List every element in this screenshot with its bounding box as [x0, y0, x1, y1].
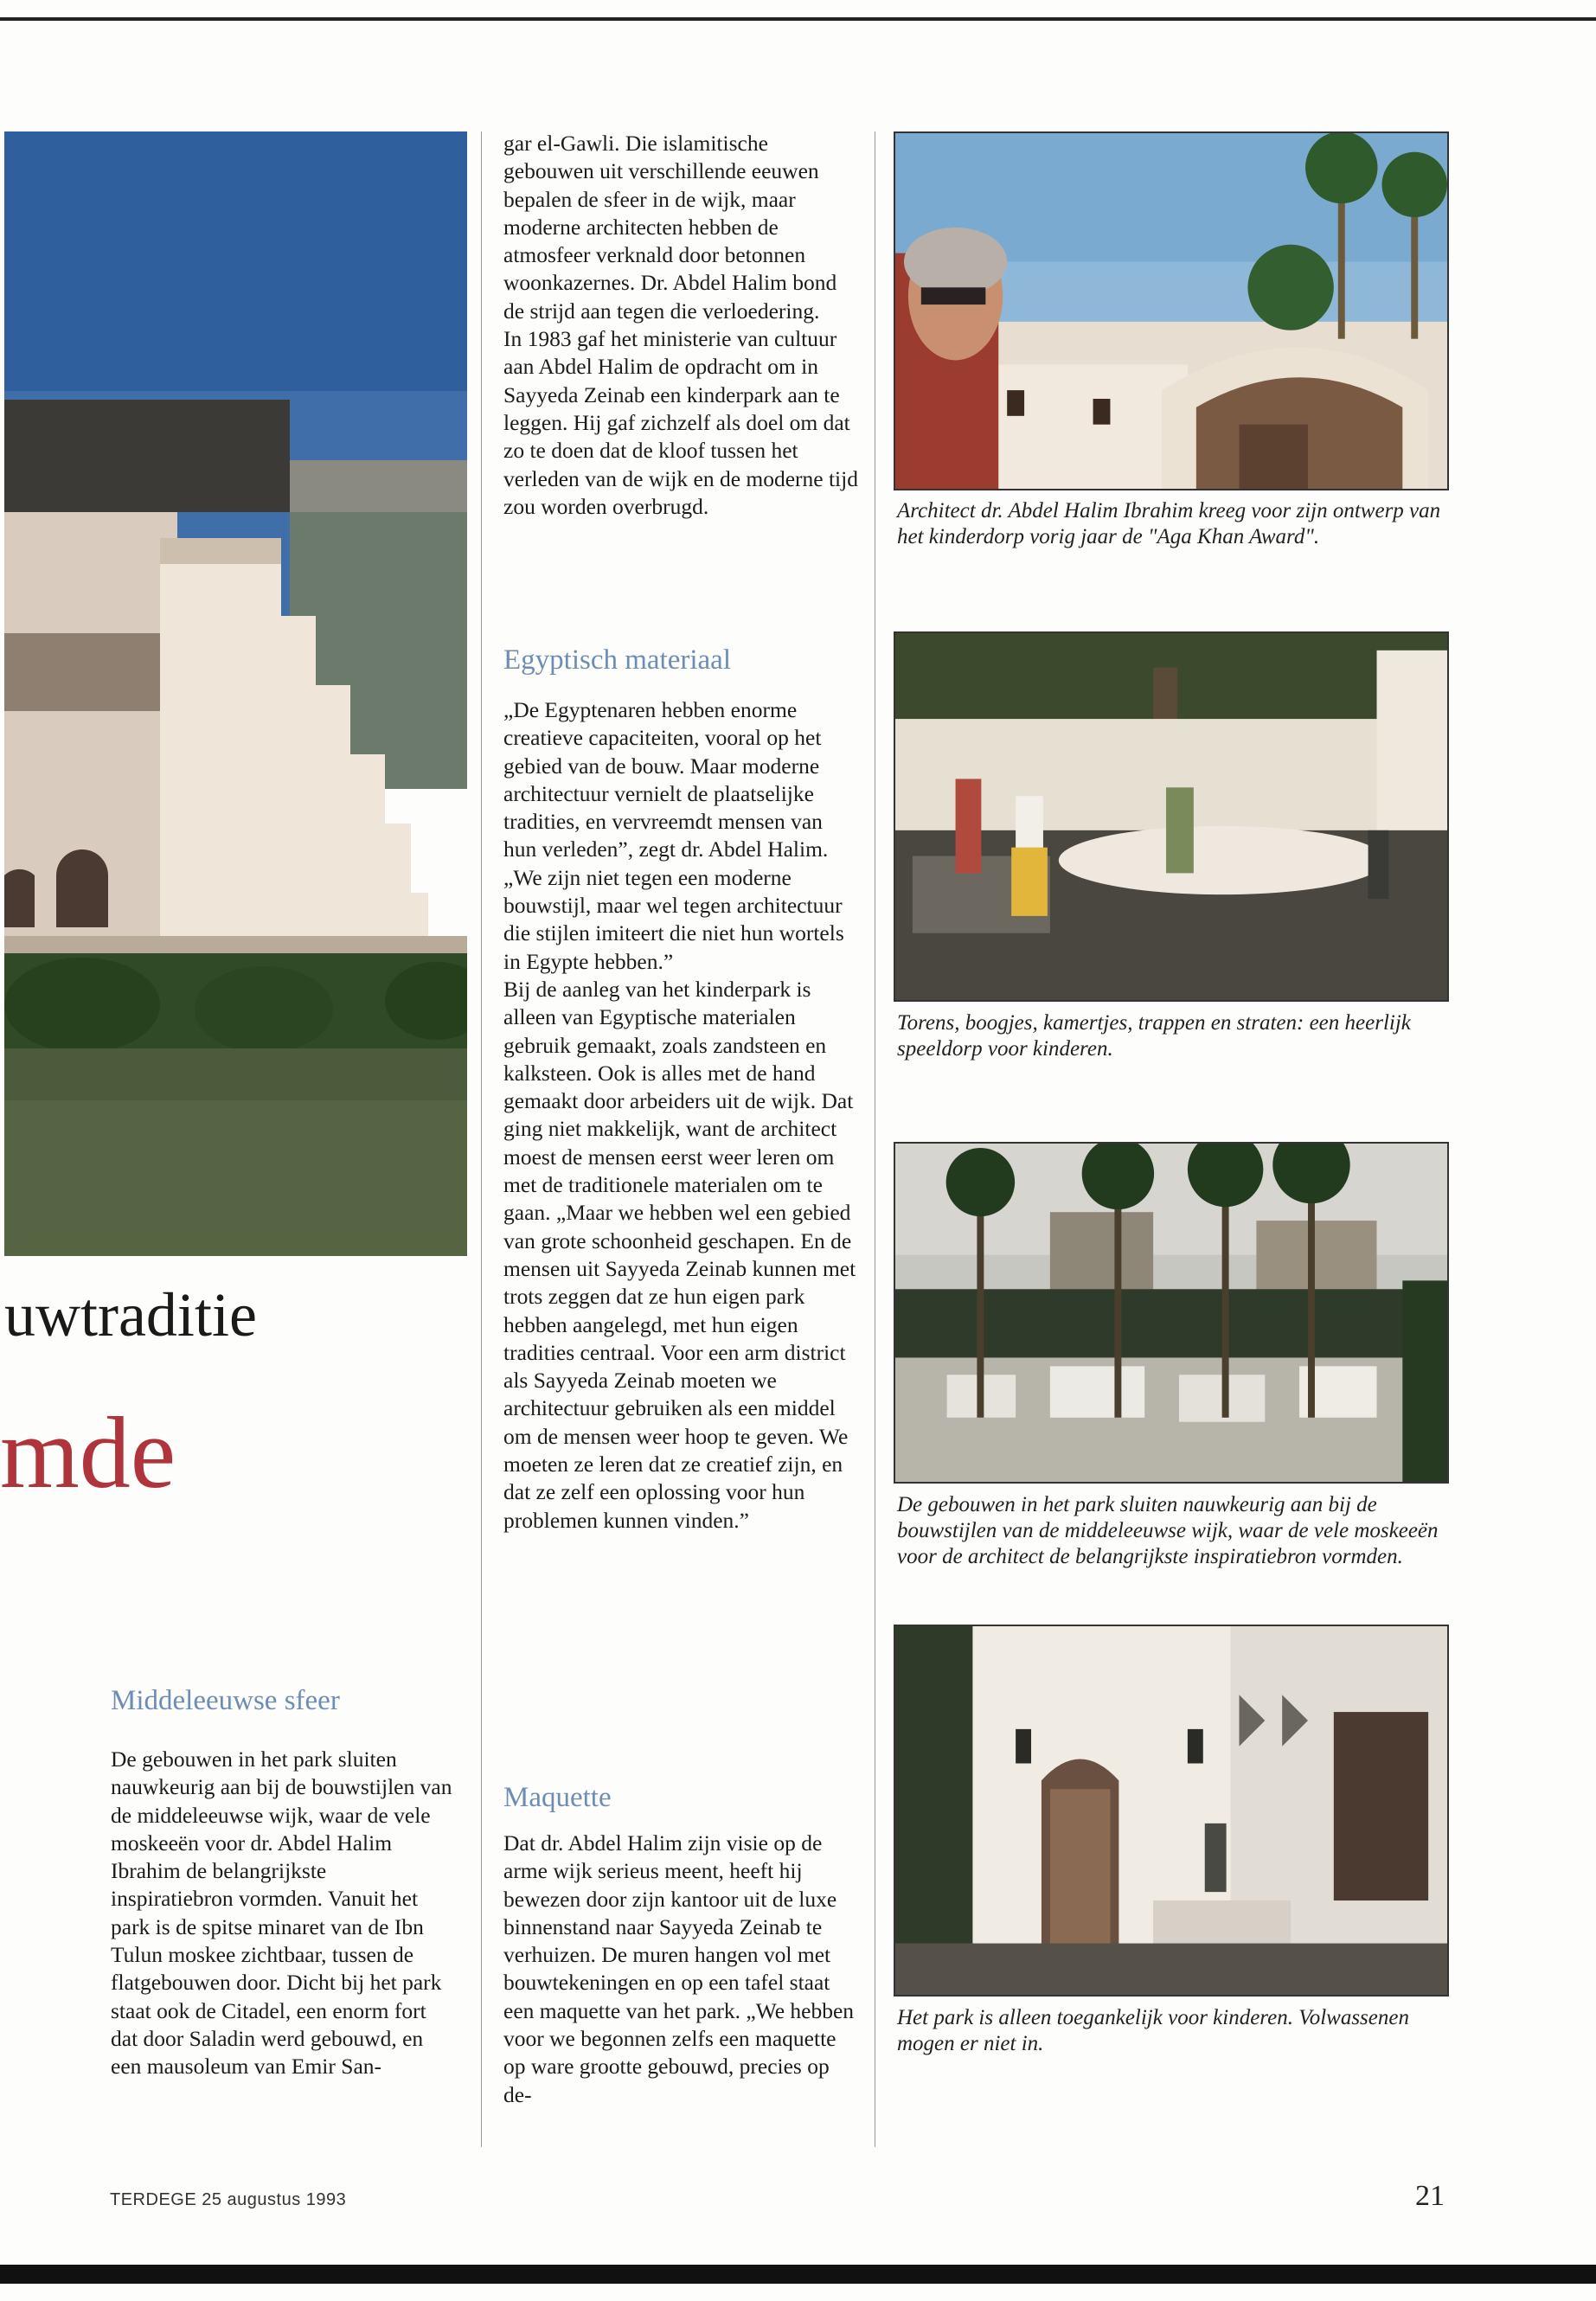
paragraph: „De Egyptenaren hebben enorme creatieve capaciteiten, vooral op het gebied van de bouw. Maar moderne architectuur vernielt de plaatselijke tradities, en vervreemdt mensen van hun verleden”, zegt dr. Abdel Halim. „We zijn niet tegen een moderne bouwstijl, maar wel tegen architectuur die stijlen imiteert die niet hun wortels in Egypte hebben.”: [503, 697, 844, 974]
section-heading-middeleeuwse: Middeleeuwse sfeer: [111, 1685, 340, 1716]
paragraph: In 1983 gaf het ministerie van cultuur aan Abdel Halim de opdracht om in Sayyeda Zeinab een kinderpark aan te leggen. Hij gaf zichzelf als doel om dat zo te doen dat de kloof tussen het verleden van de wijk en de moderne tijd zou worden overbrugd.: [503, 326, 858, 519]
paragraph: gar el-Gawli. Die islamitische gebouwen uit verschillende eeuwen bepalen de sfeer in de wijk, maar moderne architecten hebben de atmosfeer verknald door betonnen woonkazernes. Dr. Abdel Halim bond de strijd aan tegen die verloedering.: [503, 131, 837, 324]
caption-photo-3: De gebouwen in het park sluiten nauwkeurig aan bij de bouwstijlen van de middeleeuwse wijk, waar de vele moskeeën voor de architect de belangrijkste inspiratiebron vormden.: [897, 1493, 1439, 1568]
page-number: 21: [1415, 2180, 1445, 2212]
section-heading-maquette: Maquette: [503, 1782, 612, 1813]
headline-line-2: mde: [0, 1396, 176, 1509]
playground-photo: [894, 631, 1449, 1002]
park-overview-photo: [894, 1142, 1449, 1484]
paragraph: Bij de aanleg van het kinderpark is alleen van Egyptische materialen gebruik gemaakt, zoals zandsteen en kalksteen. Ook is alles met de hand gemaakt door arbeiders uit de wijk. Dat ging niet makkelijk, want de architect moest de mensen eerst weer leren om met de traditionele materialen om te gaan. „Maar we hebben wel een gebied van grote schoonheid geschapen. En de mensen uit Sayyeda Zeinab kunnen met trots zeggen dat ze hun eigen park hebben aangelegd, met hun eigen tradities centraal. Voor een arm district als Sayyeda Zeinab moeten we architectuur gebruiken als een middel om de mensen weer hoop te geven. We moeten ze leren dat ze creatief zijn, en dat ze zelf een oplossing voor hun problemen kunnen vinden.”: [503, 976, 856, 1533]
bottom-rule: [0, 2265, 1596, 2284]
headline-line-1: uwtraditie: [4, 1280, 257, 1349]
paragraph: Dat dr. Abdel Halim zijn visie op de arme wijk serieus meent, heeft hij bewezen door zijn kantoor uit de luxe binnenstand naar Sayyeda Zeinab te verhuizen. De muren hangen vol met bouwtekeningen en op een tafel staat een maquette van het park. „We hebben voor we begonnen zelfs een maquette op ware grootte gebouwd, precies op de-: [503, 1830, 855, 2107]
middle-column-section2: [503, 1830, 858, 2109]
paragraph: De gebouwen in het park sluiten nauwkeurig aan bij de bouwstijlen van de middeleeuwse wijk, waar de vele moskeeën voor dr. Abdel Halim Ibrahim de belangrijkste inspiratiebron vormden. Vanuit het park is de spitse minaret van de Ibn Tulun moskee zichtbaar, tussen de flatgebouwen door. Dicht bij het park staat ook de Citadel, een enorm fort dat door Saladin werd gebouwd, en een mausoleum van Emir San-: [111, 1747, 452, 2080]
section-heading-egyptisch: Egyptisch materiaal: [503, 644, 731, 676]
caption-photo-1: Architect dr. Abdel Halim Ibrahim kreeg voor zijn ontwerp van het kinderdorp vorig jaar de "Aga Khan Award".: [897, 499, 1441, 548]
footer-publication: TERDEGE 25 augustus 1993: [110, 2190, 347, 2209]
caption-photo-4: Het park is alleen toegankelijk voor kinderen. Volwassenen mogen er niet in.: [897, 2006, 1409, 2055]
park-building-photo: [4, 131, 467, 1256]
top-rule: [0, 17, 1596, 21]
left-column-text: [111, 1746, 452, 2081]
caption-photo-2: Torens, boogjes, kamertjes, trappen en straten: een heerlijk speeldorp voor kinderen.: [897, 1011, 1411, 1061]
column-divider: [481, 131, 482, 2147]
middle-column-intro: [503, 130, 858, 521]
architect-photo: [894, 131, 1449, 490]
children-archway-photo: [894, 1625, 1449, 1997]
middle-column-section1: [503, 696, 858, 1535]
